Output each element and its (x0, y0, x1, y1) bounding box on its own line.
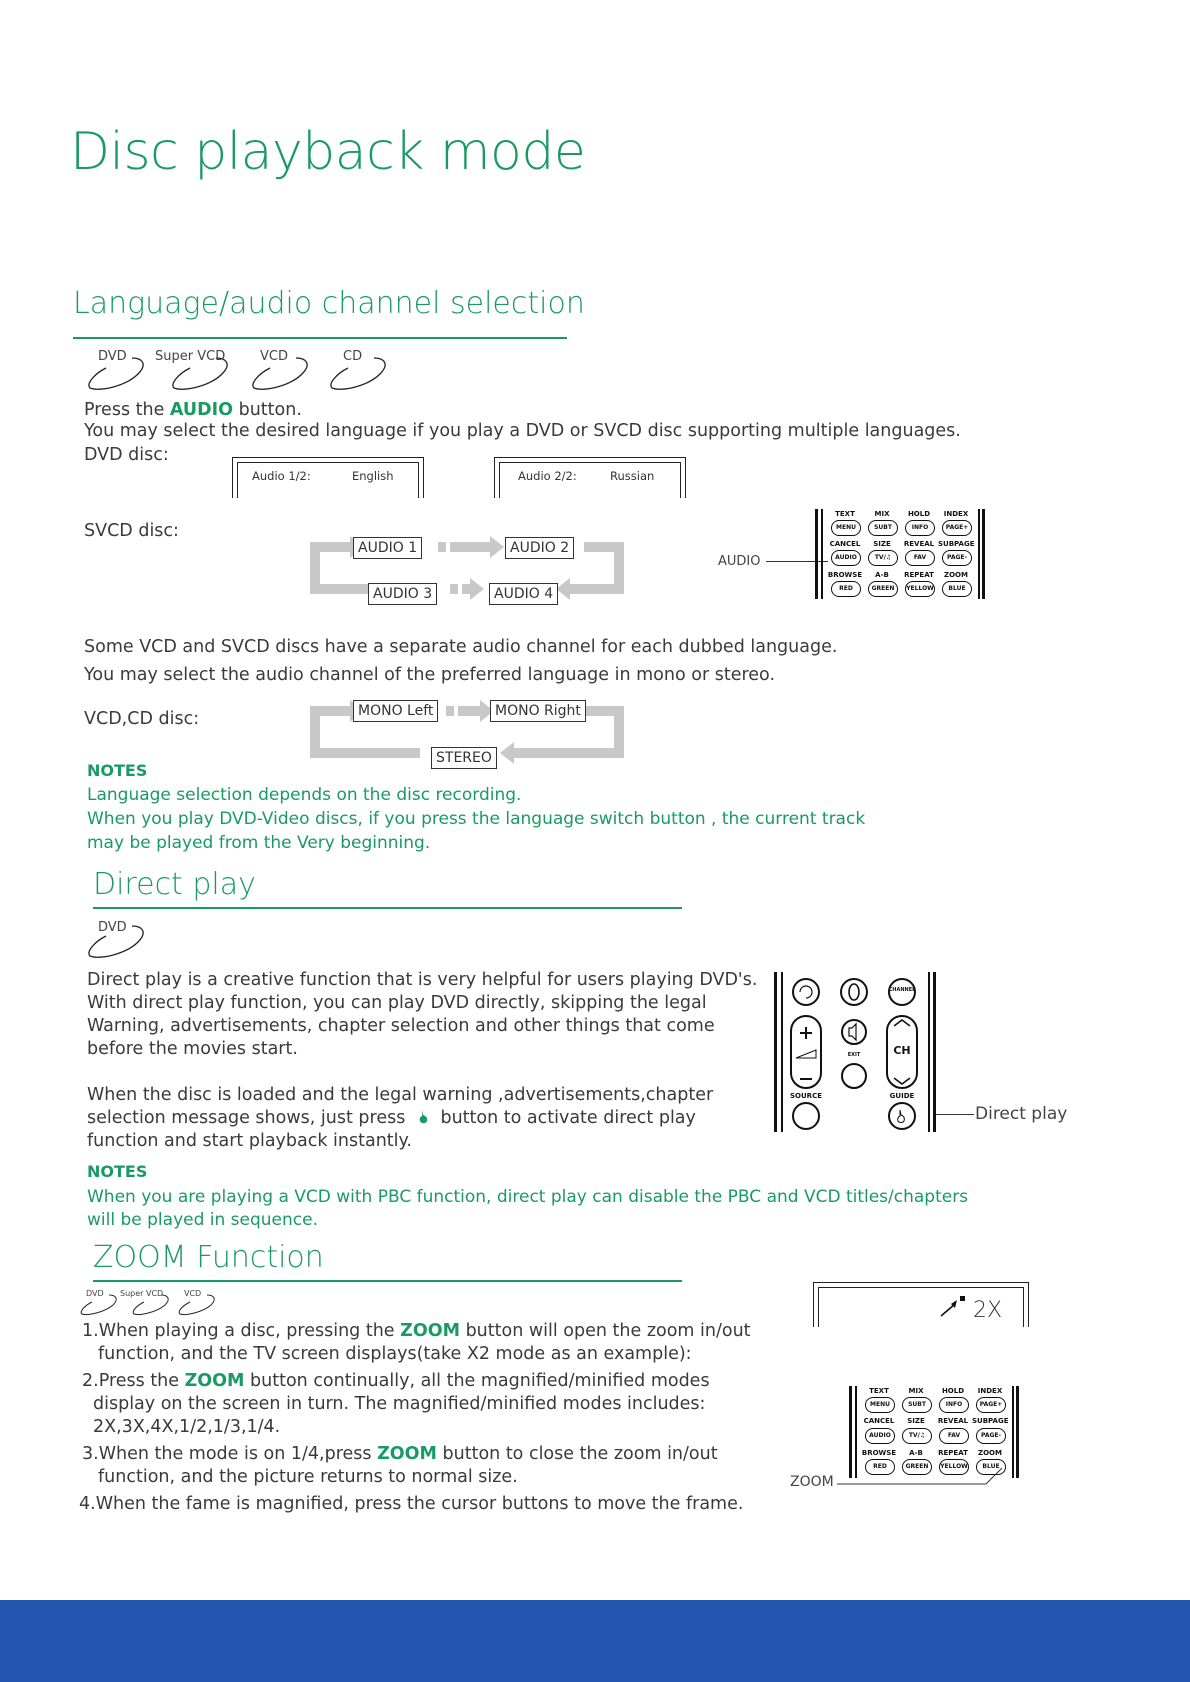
tv-radio-key[interactable]: TV/♫ (868, 550, 898, 566)
remote-direct-play (774, 972, 938, 1132)
svcd-box-audio-2: AUDIO 2 (505, 537, 574, 559)
info-key[interactable]: INFO (939, 1397, 969, 1413)
key-label: ZOOM (944, 571, 968, 579)
paragraph-line: function and start playback instantly. (87, 1131, 412, 1151)
menu-key[interactable]: MENU (865, 1397, 895, 1413)
remote-edge (774, 972, 777, 1132)
paragraph-line: Direct play is a creative function that is very helpful for users playing DVD's. (87, 970, 758, 990)
text: button continually, all the magnified/minified modes (244, 1371, 710, 1391)
audio-key[interactable]: AUDIO (831, 550, 861, 566)
key-label: TEXT (869, 1387, 889, 1395)
vcd-box-mono-left: MONO Left (353, 700, 438, 722)
remote-edge (982, 509, 985, 599)
remote-edge (781, 972, 783, 1132)
paragraph: You may select the audio channel of the preferred language in mono or stereo. (84, 665, 776, 685)
paragraph-line: When the disc is loaded and the legal warning ,advertisements,chapter (87, 1085, 714, 1105)
red-key[interactable]: RED (831, 581, 861, 597)
cycle-path (310, 706, 354, 716)
exit-label: EXIT (847, 1052, 861, 1058)
paragraph-line (87, 1107, 696, 1130)
note-line: When you are playing a VCD with PBC function, direct play can disable the PBC and VCD titles/chapters (87, 1187, 969, 1207)
disc-label: CD (343, 349, 363, 364)
disc-label: Super VCD (155, 349, 226, 364)
page-minus-key[interactable]: PAGE- (976, 1428, 1006, 1444)
mode-icon (849, 984, 859, 1000)
blue-key[interactable]: BLUE (942, 581, 972, 597)
yellow-key[interactable]: YELLOW (939, 1459, 969, 1475)
tv-radio-key[interactable]: TV/♫ (902, 1428, 932, 1444)
key-label: TEXT (835, 510, 855, 518)
remote-edge (815, 509, 818, 599)
cycle-path (458, 706, 482, 716)
recall-button (793, 979, 819, 1005)
key-label: CANCEL (863, 1417, 895, 1425)
red-key[interactable]: RED (865, 1459, 895, 1475)
cycle-arrow (490, 536, 504, 558)
cycle-arrow (500, 742, 514, 764)
key-label: BROWSE (861, 1449, 897, 1457)
magnify-arrow-icon (937, 1294, 967, 1318)
cycle-path (446, 706, 454, 716)
key-label: MIX (874, 510, 890, 518)
key-label: SIZE (873, 540, 891, 548)
zoom-callout-label: ZOOM (790, 1474, 834, 1490)
paragraph-line: With direct play function, you can play DVD directly, skipping the legal (87, 993, 707, 1013)
channel-label: CHANNEL (888, 987, 916, 993)
zoom-step-2-cont: display on the screen in turn. The magnified/minified modes includes: (93, 1394, 706, 1414)
zoom-step-1 (82, 1320, 751, 1343)
notes-heading: NOTES (87, 1162, 148, 1181)
ch-up-icon (894, 1020, 910, 1026)
text: 2.Press the (82, 1371, 185, 1391)
zoom-osd (813, 1282, 1029, 1327)
svcd-box-audio-3: AUDIO 3 (368, 583, 437, 605)
zoom-step-2 (82, 1370, 710, 1393)
vcd-box-mono-right: MONO Right (490, 700, 586, 722)
key-label: HOLD (941, 1387, 965, 1395)
page-title: Disc playback mode (70, 122, 586, 182)
key-label: INDEX (977, 1387, 1003, 1395)
text: button. (233, 400, 302, 420)
fav-key[interactable]: FAV (905, 550, 935, 566)
text: 3.When the mode is on 1/4,press (82, 1444, 378, 1464)
direct-play-icon (417, 1109, 431, 1125)
cycle-arrow (470, 578, 484, 600)
blue-key[interactable]: BLUE (976, 1459, 1006, 1475)
mute-button (842, 1020, 866, 1044)
text: button to activate direct play (440, 1108, 696, 1128)
note-line: When you play DVD-Video discs, if you press the language switch button , the current track (87, 809, 866, 829)
paragraph-line: before the movies start. (87, 1039, 298, 1059)
remote-edge (978, 509, 980, 599)
section-rule (73, 337, 567, 339)
svcd-box-audio-4: AUDIO 4 (489, 583, 558, 605)
key-label: REPEAT (904, 571, 934, 579)
key-label: INDEX (943, 510, 969, 518)
zoom-step-1-cont: function, and the TV screen displays(take X2 mode as an example): (98, 1344, 692, 1364)
subt-key[interactable]: SUBT (902, 1397, 932, 1413)
key-label: REPEAT (938, 1449, 968, 1457)
volume-icon (796, 1050, 816, 1058)
instruction-line (84, 399, 302, 422)
osd-audio-2 (494, 457, 686, 498)
mode-button (841, 979, 867, 1005)
disc-label: VCD (184, 1289, 202, 1298)
osd-text: Russian (610, 469, 655, 483)
page-plus-key[interactable]: PAGE+ (976, 1397, 1006, 1413)
guide-label: GUIDE (889, 1092, 915, 1100)
disc-label: Super VCD (120, 1289, 164, 1298)
plus-icon (800, 1027, 812, 1039)
exit-button (842, 1064, 866, 1088)
audio-callout-label: AUDIO (718, 554, 761, 569)
osd-text: English (352, 469, 394, 483)
menu-key[interactable]: MENU (831, 520, 861, 536)
subt-key[interactable]: SUBT (868, 520, 898, 536)
note-line: may be played from the Very beginning. (87, 833, 431, 853)
key-label: CANCEL (829, 540, 861, 548)
mute-icon (849, 1024, 856, 1040)
yellow-key[interactable]: YELLOW (905, 581, 935, 597)
remote-edge (1012, 1386, 1014, 1478)
callout-line (936, 1114, 974, 1115)
key-label: MIX (908, 1387, 924, 1395)
notes-heading: NOTES (87, 761, 148, 780)
section-heading-language: Language/audio channel selection (73, 286, 585, 321)
remote-edge (933, 972, 936, 1132)
osd-audio-1 (232, 457, 424, 498)
instruction-line-2: You may select the desired language if you play a DVD or SVCD disc supporting multiple languages. (84, 421, 961, 441)
footer-band (0, 1600, 1190, 1682)
cycle-path (512, 748, 624, 758)
section-rule (93, 907, 682, 909)
remote-edge (821, 509, 823, 599)
disc-label: DVD (86, 1289, 104, 1298)
cycle-path (568, 584, 624, 594)
cycle-path (450, 584, 458, 594)
disc-label: DVD (98, 920, 127, 935)
source-button (793, 1103, 819, 1129)
key-label: HOLD (907, 510, 931, 518)
cycle-path (450, 542, 492, 552)
vcd-cd-disc-label: VCD,CD disc: (84, 709, 200, 729)
key-label: REVEAL (937, 1417, 969, 1425)
cycle-path (310, 584, 370, 594)
osd-text: Audio 2/2: (518, 469, 577, 483)
text: selection message shows, just press (87, 1108, 406, 1128)
recall-icon (800, 986, 812, 998)
zoom-step-3 (82, 1443, 718, 1466)
osd-text: Audio 1/2: (252, 469, 311, 483)
audio-keyword: AUDIO (169, 400, 234, 420)
cycle-path (310, 748, 420, 758)
ch-label: CH (893, 1044, 911, 1057)
note-line: will be played in sequence. (87, 1210, 319, 1230)
svcd-box-audio-1: AUDIO 1 (353, 537, 422, 559)
zoom-level: 2X (973, 1298, 1003, 1323)
zoom-keyword: ZOOM (377, 1444, 437, 1464)
text: Press the (84, 400, 170, 420)
key-label: REVEAL (903, 540, 935, 548)
text: button will open the zoom in/out (460, 1321, 751, 1341)
zoom-keyword: ZOOM (184, 1371, 245, 1391)
cycle-path (438, 542, 446, 552)
text: button to close the zoom in/out (436, 1444, 718, 1464)
ch-down-icon (894, 1078, 910, 1084)
disc-label: DVD (98, 349, 127, 364)
direct-play-callout: Direct play (975, 1104, 1068, 1124)
info-key[interactable]: INFO (905, 520, 935, 536)
cycle-path (310, 542, 354, 552)
key-label: SIZE (907, 1417, 925, 1425)
source-label: SOURCE (790, 1092, 822, 1100)
section-heading-direct-play: Direct play (93, 867, 256, 902)
direct-play-icon (898, 1110, 905, 1123)
key-label: SUBPAGE (938, 540, 975, 548)
green-key[interactable]: GREEN (902, 1459, 932, 1475)
key-label: A-B (875, 571, 889, 579)
zoom-callout-line (836, 1460, 1006, 1490)
zoom-keyword: ZOOM (400, 1321, 460, 1341)
svcd-disc-label: SVCD disc: (84, 521, 179, 541)
note-line: Language selection depends on the disc recording. (87, 785, 522, 805)
key-label: A-B (909, 1449, 923, 1457)
zoom-step-2-cont: 2X,3X,4X,1/2,1/3,1/4. (93, 1417, 281, 1437)
remote-edge (1016, 1386, 1019, 1478)
audio-key[interactable]: AUDIO (865, 1428, 895, 1444)
zoom-step-4: 4.When the fame is magnified, press the cursor buttons to move the frame. (79, 1494, 744, 1514)
fav-key[interactable]: FAV (939, 1428, 969, 1444)
key-label: BROWSE (827, 571, 863, 579)
zoom-step-3-cont: function, and the picture returns to normal size. (98, 1467, 518, 1487)
key-label: ZOOM (978, 1449, 1002, 1457)
key-label: SUBPAGE (972, 1417, 1009, 1425)
text: 1.When playing a disc, pressing the (82, 1321, 401, 1341)
section-rule (93, 1280, 682, 1282)
remote-keypad-audio (815, 509, 985, 599)
guide-button (889, 1103, 915, 1129)
section-heading-zoom: ZOOM Function (93, 1240, 324, 1275)
dvd-disc-label: DVD disc: (84, 445, 169, 465)
green-key[interactable]: GREEN (868, 581, 898, 597)
vcd-box-stereo: STEREO (431, 747, 497, 769)
remote-edge (928, 972, 930, 1132)
page-plus-key[interactable]: PAGE+ (942, 520, 972, 536)
disc-label: VCD (260, 349, 288, 364)
paragraph: Some VCD and SVCD discs have a separate audio channel for each dubbed language. (84, 637, 838, 657)
paragraph-line: Warning, advertisements, chapter selection and other things that come (87, 1016, 715, 1036)
page-minus-key[interactable]: PAGE- (942, 550, 972, 566)
